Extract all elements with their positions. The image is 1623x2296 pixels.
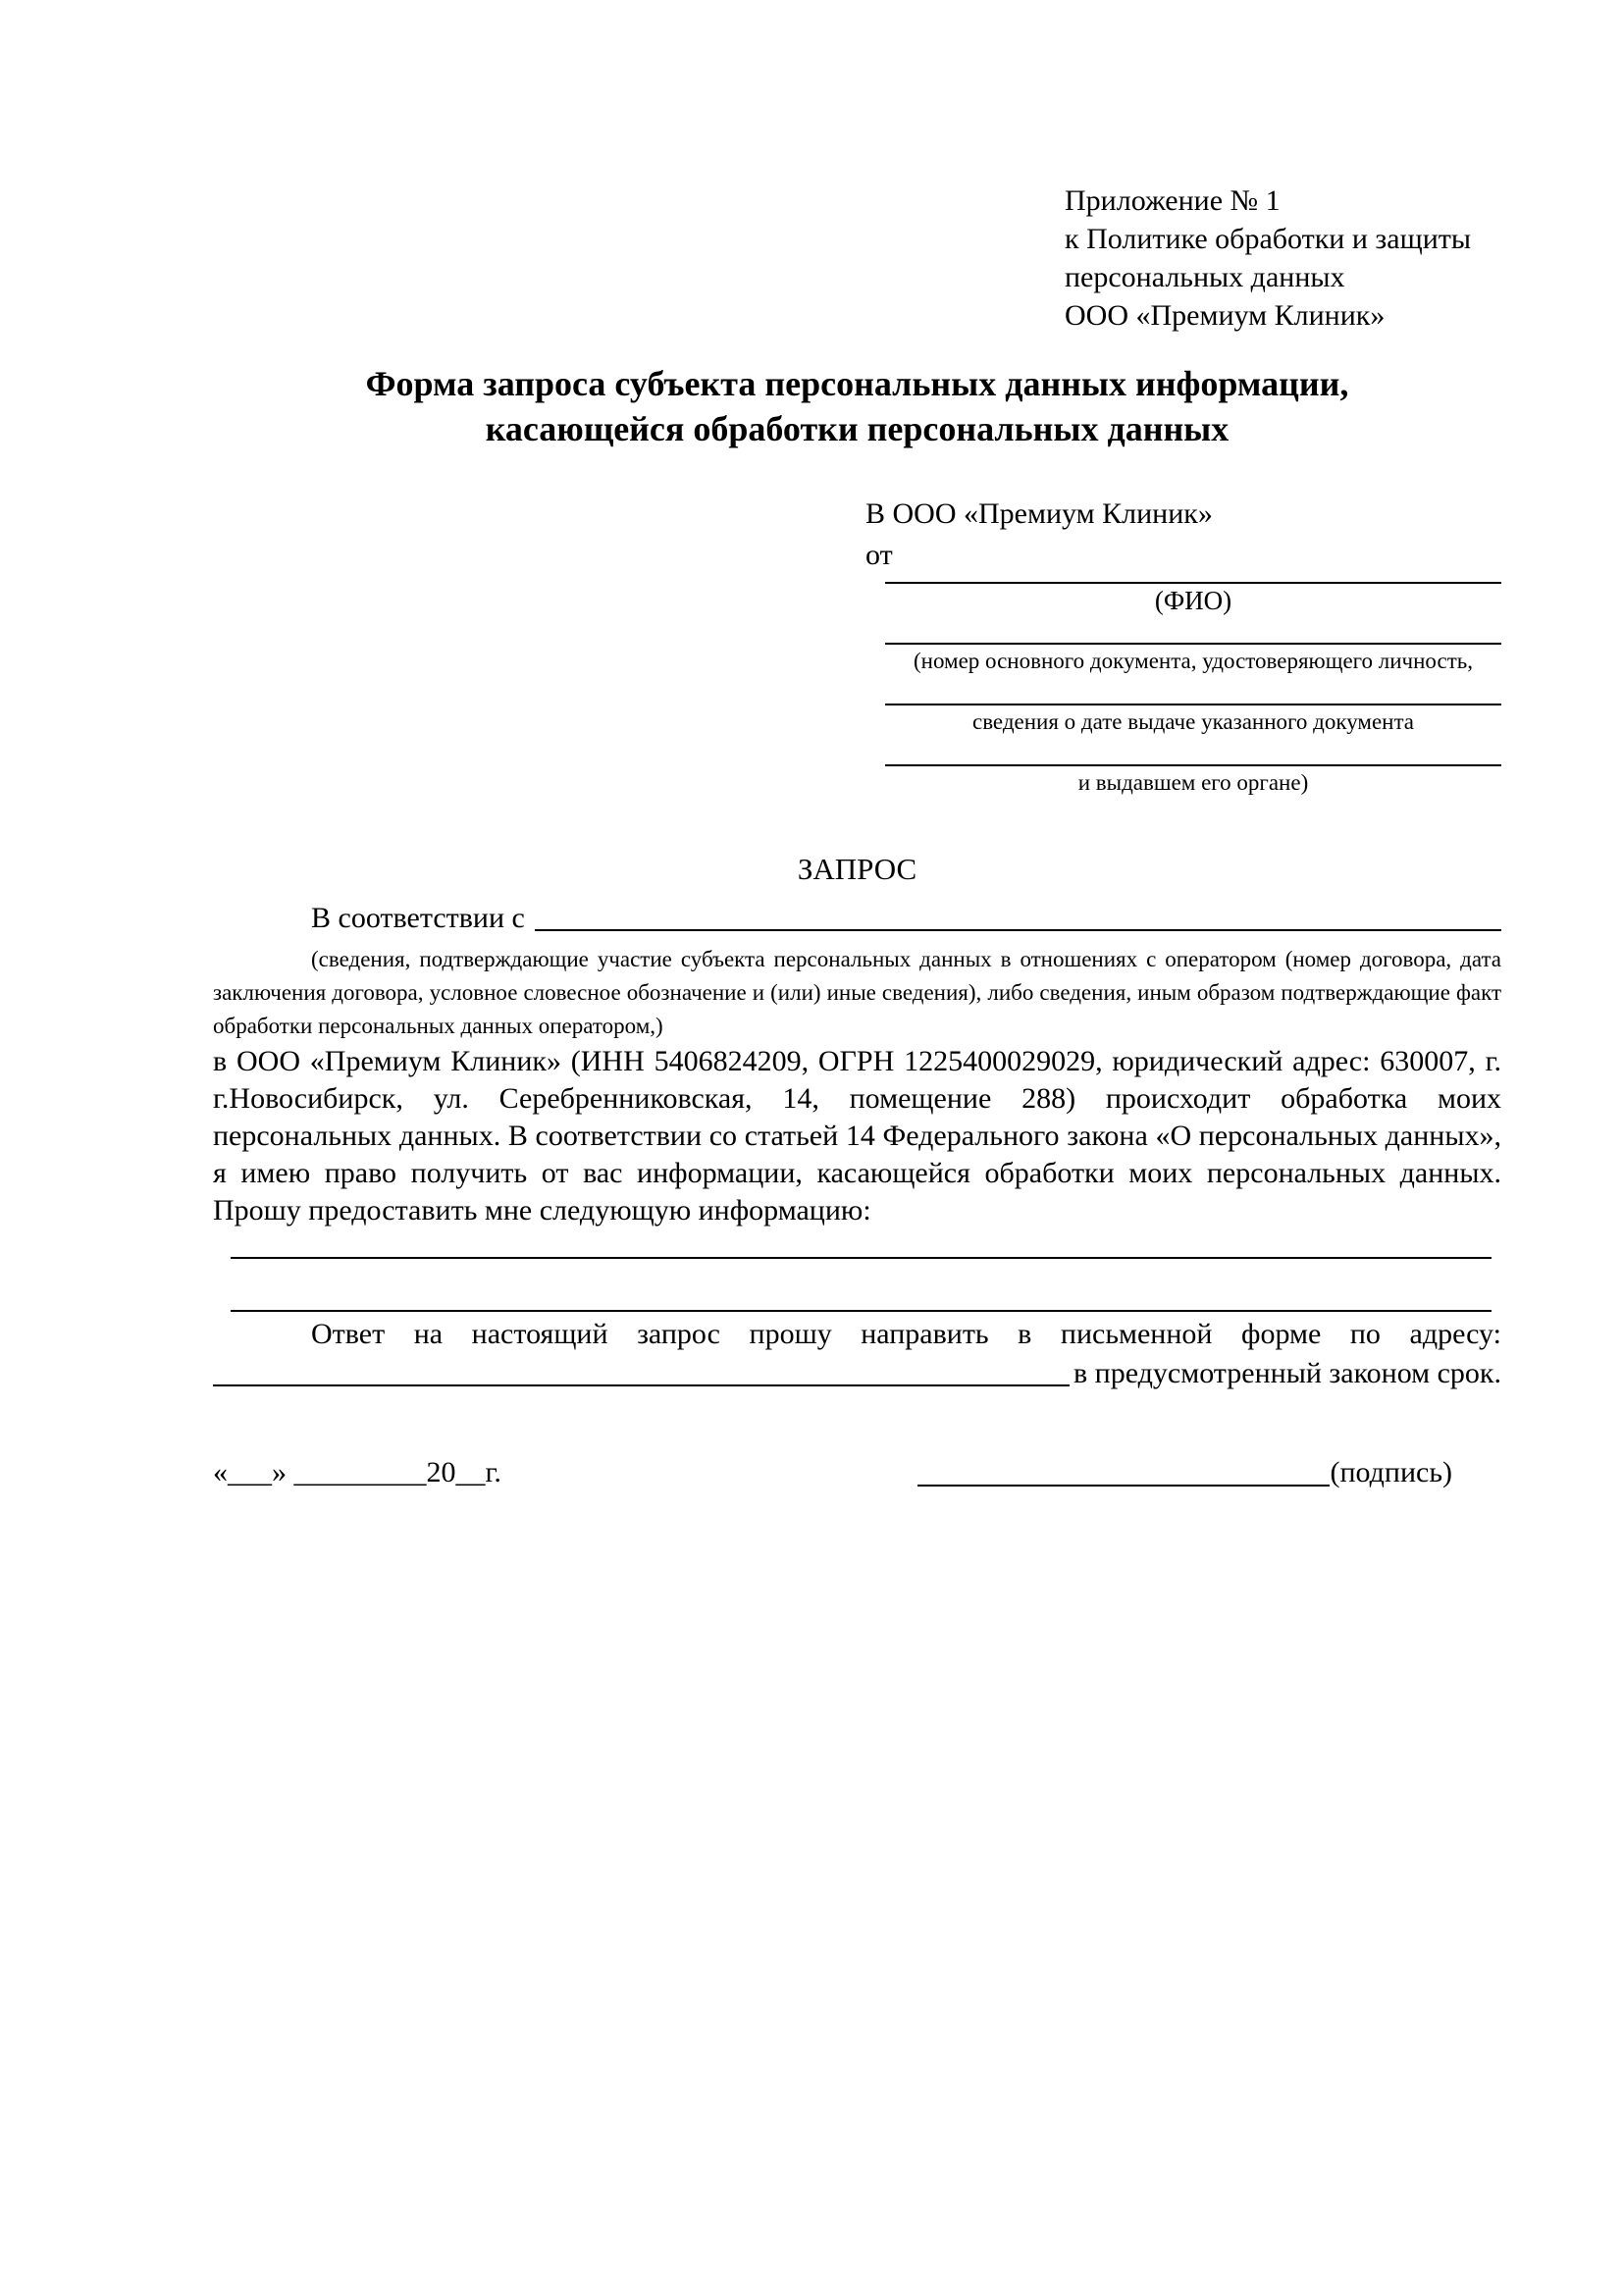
addressee-from: от [865, 539, 893, 571]
document-title-line-2: касающейся обработки персональных данных [485, 409, 1230, 448]
reply-request: Ответ на настоящий запрос прошу направить в письменной форме по адресу: [311, 1318, 1501, 1350]
caption-issuer: и выдавшем его органе) [1077, 770, 1309, 795]
caption-issue-date: сведения о дате выдаче указанного документа [971, 709, 1415, 734]
small-print-note: (сведения, подтверждающие участие субъекта персональных данных в отношениях с оператором (номер договора, дата заключения договора, условное словесное обозначение и (или) иные сведения), либо сведения, иным образом подтверждающие факт обработки персональных данных оператором,) [213, 947, 1501, 1038]
caption-fio: (ФИО) [1154, 586, 1232, 615]
appendix-note-line-4: ООО «Премиум Клиник» [1065, 299, 1386, 332]
signature-line [917, 1485, 1330, 1487]
document-page [213, 182, 1501, 1494]
date-signature-row [213, 1451, 1501, 1494]
appendix-note [1065, 182, 1501, 335]
signature-caption: (подпись) [1330, 1456, 1452, 1488]
caption-id-document: (номер основного документа, удостоверяющего личность, [913, 649, 1473, 673]
request-intro-line [213, 898, 1501, 939]
reply-tail: в предусмотренный законом срок. [1073, 1357, 1501, 1389]
date-blank: «___» _________20__г. [213, 1456, 501, 1488]
request-body: в ООО «Премиум Клиник» (ИНН 5406824209, ОГРН 1225400029029, юридический адрес: 630007, г. г.Новосибирск, ул. Серебренниковская, 14, помещение 288) происходит обработка моих персональных данных. В соответствии со статьей 14 Федерального закона «О персональных данных», я имею право получить от вас информации, касающейся обработки моих персональных данных. Прошу предоставить мне следующую информацию: [213, 1045, 1501, 1226]
blank-line-info-1 [231, 1229, 1492, 1259]
appendix-note-line-3: персональных данных [1065, 261, 1345, 293]
request-heading: ЗАПРОС [797, 852, 917, 886]
addressee-to: В ООО «Премиум Клиник» [865, 497, 1213, 530]
addressee-block [865, 494, 1501, 800]
blank-line-address [213, 1384, 1070, 1386]
blank-line-info-2 [231, 1259, 1492, 1312]
reply-address-line [213, 1353, 1501, 1394]
document-title-line-1: Форма запроса субъекта персональных данных информации, [365, 364, 1349, 403]
appendix-note-line-2: к Политике обработки и защиты [1065, 223, 1472, 255]
appendix-note-line-1: Приложение № 1 [1065, 184, 1281, 217]
signature-group [917, 1451, 1452, 1494]
blank-line-basis [535, 929, 1501, 931]
document-title [213, 361, 1501, 451]
request-intro-text: В соответствии с [311, 902, 525, 934]
